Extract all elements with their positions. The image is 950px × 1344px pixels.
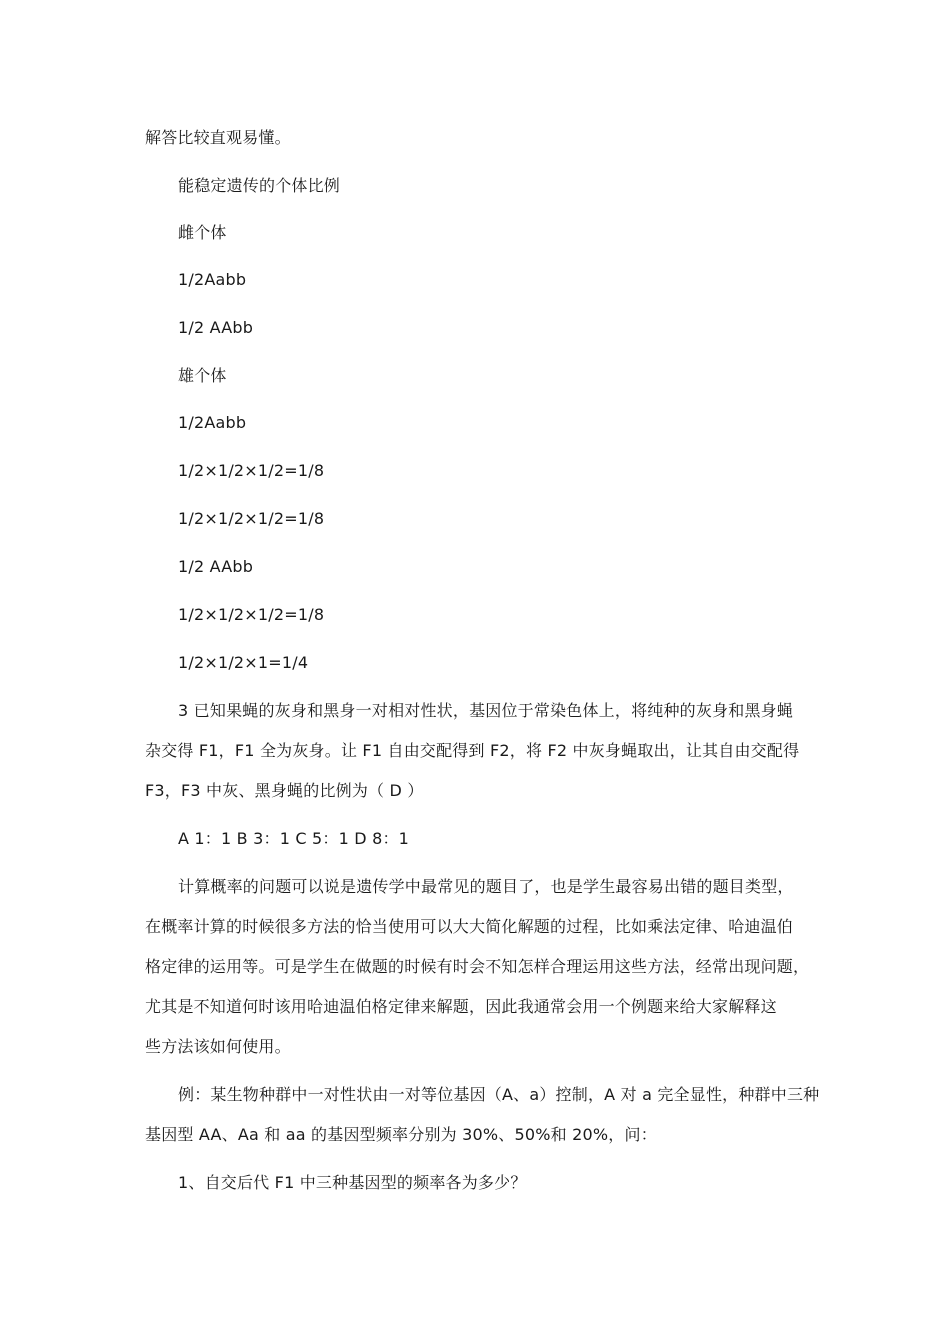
paragraph-text: 尤其是不知道何时该用哈迪温伯格定律来解题，因此我通常会用一个例题来给大家解释这 — [145, 997, 777, 1016]
answer-options: A 1：1 B 3：1 C 5：1 D 8：1 — [178, 829, 410, 848]
text-line: 解答比较直观易懂。 — [145, 128, 291, 147]
text-line: 能稳定遗传的个体比例 — [178, 176, 341, 195]
text-line: 1/2 AAbb — [178, 557, 254, 576]
text-line: 雌个体 — [178, 223, 227, 242]
paragraph-text: 计算概率的问题可以说是遗传学中最常见的题目了，也是学生最容易出错的题目类型， — [178, 877, 794, 896]
text-line: 1/2Aabb — [178, 413, 247, 432]
text-line: 1/2×1/2×1/2=1/8 — [178, 461, 325, 480]
question-text: F3，F3 中灰、黑身蝇的比例为（ D ） — [145, 781, 424, 800]
example-text: 基因型 AA、Aa 和 aa 的基因型频率分别为 30%、50%和 20%，问： — [145, 1125, 657, 1144]
paragraph-text: 格定律的运用等。可是学生在做题的时候有时会不知怎样合理运用这些方法，经常出现问题， — [145, 957, 810, 976]
text-line: 1/2Aabb — [178, 270, 247, 289]
example-text: 例：某生物种群中一对性状由一对等位基因（A、a）控制，A 对 a 完全显性，种群中三种 — [178, 1085, 820, 1104]
text-line: 1/2×1/2×1/2=1/8 — [178, 509, 325, 528]
text-line: 1/2×1/2×1=1/4 — [178, 653, 309, 672]
question-text: 3 已知果蝇的灰身和黑身一对相对性状，基因位于常染色体上，将纯种的灰身和黑身蝇 — [178, 701, 794, 720]
paragraph-text: 在概率计算的时候很多方法的恰当使用可以大大简化解题的过程，比如乘法定律、哈迪温伯 — [145, 917, 794, 936]
paragraph-text: 些方法该如何使用。 — [145, 1037, 291, 1056]
text-line: 1/2 AAbb — [178, 318, 254, 337]
text-line: 1/2×1/2×1/2=1/8 — [178, 605, 325, 624]
question-text: 杂交得 F1，F1 全为灰身。让 F1 自由交配得到 F2，将 F2 中灰身蝇取出，让其自由交配得 — [145, 741, 800, 760]
example-question: 1、自交后代 F1 中三种基因型的频率各为多少？ — [178, 1173, 527, 1192]
text-line: 雄个体 — [178, 366, 227, 385]
